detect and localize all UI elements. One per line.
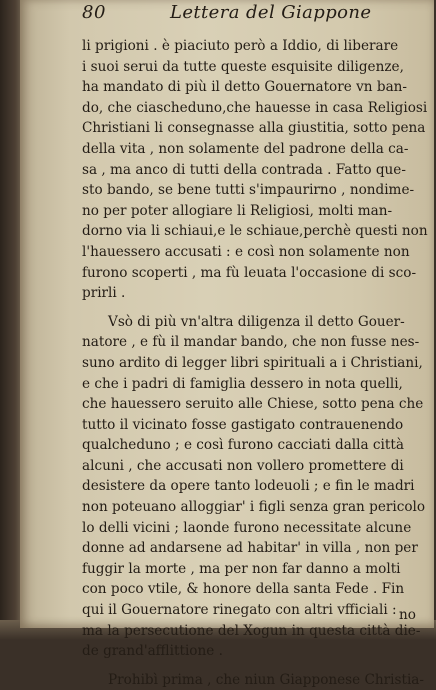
header-title: Lettera del Giappone <box>170 2 372 23</box>
text-line: fuggir la morte , ma per non far danno a molti <box>82 560 401 577</box>
text-line: Prohibì prima , che niun Giapponese Christia- <box>108 671 425 688</box>
text-line: Christiani li consegnasse alla giustitia, sotto pena <box>82 120 426 137</box>
book-page <box>20 0 434 688</box>
paragraph <box>82 670 428 690</box>
text-line: donne ad andarsene ad habitar' in villa , non per <box>82 540 418 557</box>
text-line: de grand'afflittione . <box>82 643 223 660</box>
text-line: della vita , non solamente del padrone della ca- <box>82 140 409 157</box>
paragraph-gap <box>82 304 428 312</box>
paragraph <box>82 312 428 662</box>
book-gutter-shadow <box>0 0 22 640</box>
text-line: con poco vtile, & honore della santa Fede . Fin <box>82 581 405 598</box>
text-line: non poteuano alloggiar' i figli senza gran pericolo <box>82 499 426 516</box>
text-line: no per poter allogiare li Religiosi, molti man- <box>82 202 393 219</box>
text-line: tutto il vicinato fosse gastigato contrauenendo <box>82 416 404 433</box>
page-number: 80 <box>82 2 106 23</box>
text-line: dorno via li schiaui,e le schiaue,perchè questi non <box>82 223 428 240</box>
text-line: lo delli vicini ; laonde furono necessitate alcune <box>82 519 412 536</box>
text-line: natore , e fù il mandar bando, che non fusse nes- <box>82 334 420 351</box>
text-line: Vsò di più vn'altra diligenza il detto Gouer- <box>108 313 405 330</box>
text-line: sa , ma anco di tutti della contrada . Fatto que- <box>82 161 406 178</box>
text-line: prirli . <box>82 285 126 302</box>
text-line: l'hauessero accusati : e così non solamente non <box>82 243 410 260</box>
text-line: suno ardito di legger libri spirituali a i Christiani, <box>82 354 423 371</box>
paragraph <box>82 36 428 304</box>
text-line: li prigioni . è piaciuto però a Iddio, di liberare <box>82 38 399 54</box>
text-line: desistere da opere tanto lodeuoli ; e fin le madri <box>82 478 415 495</box>
text-line: ma la persecutione del Xogun in questa città die- <box>82 622 421 639</box>
text-line: i suoi serui da tutte queste esquisite diligenze, <box>82 58 404 75</box>
text-line: alcuni , che accusati non vollero promettere di <box>82 457 404 474</box>
running-head <box>82 1 422 25</box>
paragraph-gap <box>82 662 428 670</box>
text-line: sto bando, se bene tutti s'impaurirno , nondime- <box>82 182 415 199</box>
text-line: furono scoperti , ma fù leuata l'occasione di sco- <box>82 264 417 281</box>
text-line: qualcheduno ; e così furono cacciati dalla città <box>82 437 404 454</box>
text-line: che hauessero seruito alle Chiese, sotto pena che <box>82 396 424 413</box>
catchword: no <box>399 607 416 623</box>
text-line: ha mandato di più il detto Gouernatore vn ban- <box>82 79 408 96</box>
text-line: e che i padri di famiglia dessero in nota quelli, <box>82 375 403 392</box>
text-line: do, che ciascheduno,che hauesse in casa Religiosi <box>82 99 428 116</box>
text-line: qui il Gouernatore rinegato con altri vfficiali : <box>82 602 397 619</box>
body-text <box>82 36 428 690</box>
